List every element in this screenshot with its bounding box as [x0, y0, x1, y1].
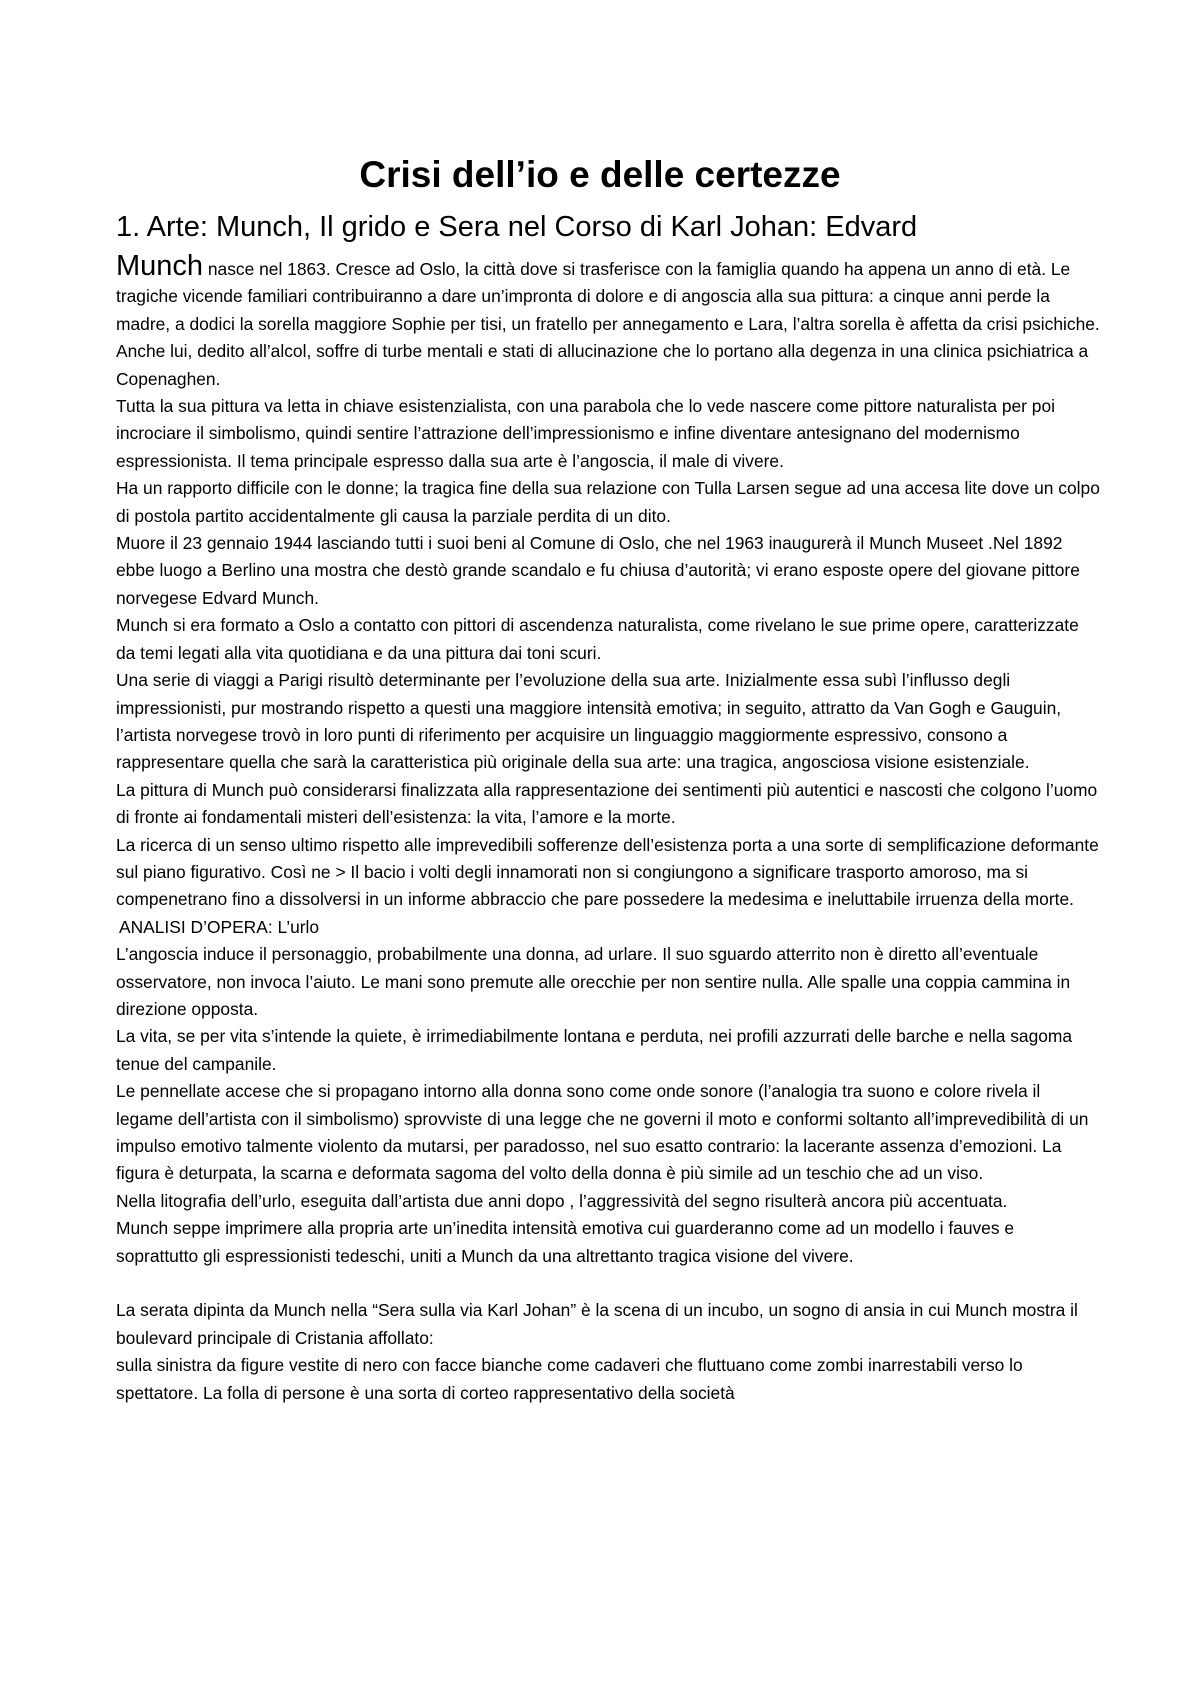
paragraph: La serata dipinta da Munch nella “Sera sulla via Karl Johan” è la scena di un incubo, un sogno di ansia in cui Munch mostra il boulevard principale di Cristania affollato:: [116, 1300, 1078, 1348]
paragraph: Le pennellate accese che si propagano intorno alla donna sono come onde sonore (l’analogia tra suono e colore rivela il legame dell’artista con il simbolismo) sprovviste di una legge che ne governi il moto e conformi soltanto all’imprevedibilità di un impulso emotivo talmente violento da mutarsi, per paradosso, nel suo esatto contrario: la lacerante assenza d’emozioni. La figura è deturpata, la scarna e deformata sagoma del volto della donna è più simile ad un teschio che ad un viso.: [116, 1081, 1089, 1184]
paragraph: La ricerca di un senso ultimo rispetto alle imprevedibili sofferenze dell’esistenza porta a una sorte di semplificazione deformante sul piano figurativo. Così ne > Il bacio i volti degli innamorati non si congiungono a significare trasporto amoroso, ma si compenetrano fino a dissolversi in un informe abbraccio che pare possedere la medesima e ineluttabile irruenza della morte.: [116, 834, 1099, 910]
paragraph: La pittura di Munch può considerarsi finalizzata alla rappresentazione dei sentimenti più autentici e nascosti che colgono l’uomo di fronte ai fondamentali misteri dell’esistenza: la vita, l’amore e la morte.: [116, 779, 1098, 828]
paragraph: Muore il 23 gennaio 1944 lasciando tutti i suoi beni al Comune di Oslo, che nel 1963 inaugurerà il Munch Museet .Nel 1892 ebbe luogo a Berlino una mostra che destò grande scandalo e fu chiusa d’autorità; vi erano esposte opere del giovane pittore norvegese Edvard Munch.: [116, 533, 1080, 608]
paragraph: Una serie di viaggi a Parigi risultò determinante per l’evoluzione della sua arte. Inizialmente essa subì l’influsso degli impressionisti, pur mostrando rispetto a questi una maggiore intensità emotiva; in seguito, attratto da Van Gogh e Gauguin, l’artista norvegese trovò in loro punti di riferimento per acquisire un linguaggio maggiormente espressivo, consono a rappresentare quella che sarà la caratteristica più originale della sua arte: una tragica, angosciosa visione esistenziale.: [116, 670, 1062, 773]
paragraph: L’angoscia induce il personaggio, probabilmente una donna, ad urlare. Il suo sguardo atterrito non è diretto all’eventuale osservatore, non invoca l’aiuto. Le mani sono premute alle orecchie per non sentire nulla. Alle spalle una coppia cammina in direzione opposta.: [116, 944, 1071, 1019]
paragraph: Munch si era formato a Oslo a contatto con pittori di ascendenza naturalista, come rivelano le sue prime opere, caratterizzate da temi legati alla vita quotidiana e da una pittura dai toni scuri.: [116, 615, 1079, 663]
paragraph: Nella litografia dell’urlo, eseguita dall’artista due anni dopo , l’aggressività del segno risulterà ancora più accentuata.: [116, 1190, 1008, 1211]
lead-word: Munch: [116, 250, 204, 282]
page-title: Crisi dell’io e delle certezze: [359, 154, 841, 195]
analysis-label: ANALISI D’OPERA: L’urlo: [119, 916, 320, 937]
paragraph: La vita, se per vita s’intende la quiete, è irrimediabilmente lontana e perduta, nei profili azzurrati delle barche e nella sagoma tenue del campanile.: [116, 1026, 1073, 1074]
paragraph: Munch seppe imprimere alla propria arte un’inedita intensità emotiva cui guarderanno come ad un modello i fauves e soprattutto gli espressionisti tedeschi, uniti a Munch da una altrettanto tragica visione del vivere.: [116, 1218, 1015, 1266]
paragraph: [116, 250, 1101, 393]
paragraph: Tutta la sua pittura va letta in chiave esistenzialista, con una parabola che lo vede nascere come pittore naturalista per poi incrociare il simbolismo, quindi sentire l’attrazione dell’impressionismo e infine diventare antesignano del modernismo espressionista. Il tema principale espresso dalla sua arte è l’angoscia, il male di vivere.: [116, 396, 1055, 471]
paragraph: Ha un rapporto difficile con le donne; la tragica fine della sua relazione con Tulla Larsen segue ad una accesa lite dove un colpo di postola partito accidentalmente gli causa la parziale perdita di un dito.: [116, 478, 1100, 526]
section-heading: 1. Arte: Munch, Il grido e Sera nel Corso di Karl Johan: Edvard: [116, 211, 918, 243]
paragraph-text: nasce nel 1863. Cresce ad Oslo, la città dove si trasferisce con la famiglia quando ha appena un anno di età. Le tragiche vicende familiari contribuiranno a dare un’impronta di dolore e di angoscia alla sua pittura: a cinque anni perde la madre, a dodici la sorella maggiore Sophie per tisi, un fratello per annegamento e Lara, l’altra sorella è affetta da crisi psichiche. Anche lui, dedito all’alcol, soffre di turbe mentali e stati di allucinazione che lo portano alla degenza in una clinica psichiatrica a Copenaghen.: [116, 259, 1100, 389]
paragraph: sulla sinistra da figure vestite di nero con facce bianche come cadaveri che fluttuano come zombi inarrestabili verso lo spettatore. La folla di persone è una sorta di corteo rappresentativo della società: [116, 1355, 1023, 1403]
blank-line: [116, 1270, 1101, 1297]
body-text: [116, 250, 1101, 1407]
